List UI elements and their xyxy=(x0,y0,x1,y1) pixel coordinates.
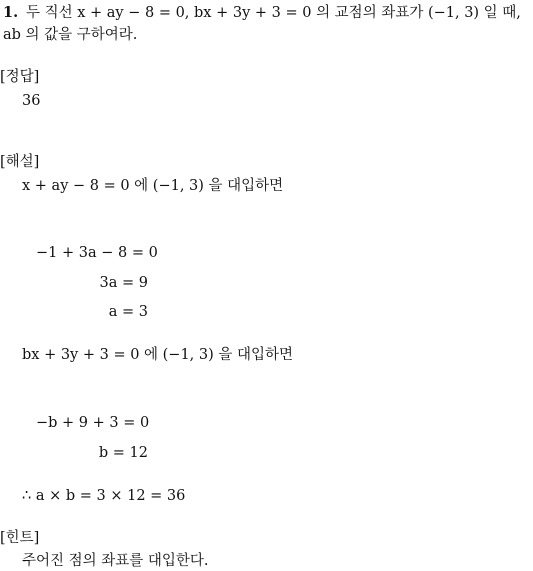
hint-header: [힌트] xyxy=(0,530,40,546)
solution-step-1: x + ay − 8 = 0 에 (−1, 3) 을 대입하면 xyxy=(22,178,284,194)
problem-number: 1. xyxy=(3,4,19,21)
solution-step-2: bx + 3y + 3 = 0 에 (−1, 3) 을 대입하면 xyxy=(22,347,294,363)
equation-a-1: −1 + 3a − 8 = 0 xyxy=(36,245,158,261)
answer-value: 36 xyxy=(22,93,41,109)
equation-b-2: b = 12 xyxy=(98,445,148,461)
equation-a-3: a = 3 xyxy=(108,304,148,320)
answer-header: [정답] xyxy=(0,69,40,85)
solution-header: [해설] xyxy=(0,154,40,170)
equation-a-2: 3a = 9 xyxy=(99,275,148,291)
hint-text: 주어진 점의 좌표를 대입한다. xyxy=(22,553,209,569)
problem-line-1: 두 직선 x + ay − 8 = 0, bx + 3y + 3 = 0 의 교점의 좌표가 (−1, 3) 일 때, xyxy=(26,5,521,21)
equation-b-1: −b + 9 + 3 = 0 xyxy=(36,415,150,431)
conclusion: ∴ a × b = 3 × 12 = 36 xyxy=(22,488,186,504)
problem-line-2: ab 의 값을 구하여라. xyxy=(3,27,138,43)
